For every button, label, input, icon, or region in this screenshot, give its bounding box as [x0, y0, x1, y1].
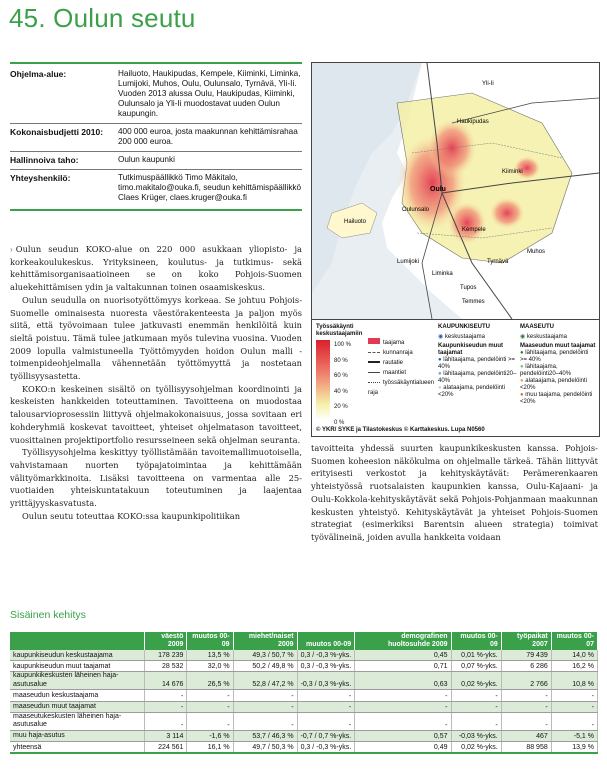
- table-cell: -: [355, 712, 451, 730]
- table-row: [10, 650, 598, 661]
- legend-header: MAASEUTU: [520, 324, 554, 330]
- info-row-budget: [10, 123, 302, 151]
- map-label: Oulunsalo: [402, 207, 430, 213]
- map-label: Yli-Ii: [482, 81, 494, 87]
- table-cell: 88 958: [501, 741, 551, 753]
- dot-icon: ●: [520, 364, 524, 370]
- scale-label: 60 %: [334, 373, 348, 379]
- table-cell: -: [551, 690, 597, 701]
- row-label: muu haja-asutus: [10, 730, 145, 741]
- table-cell: 26,5 %: [187, 672, 233, 690]
- urban-center-icon: ◉: [438, 334, 444, 340]
- table-cell: -: [297, 690, 355, 701]
- table-cell: 178 239: [145, 650, 187, 661]
- column-header: muutos 00-07: [551, 632, 597, 650]
- table-cell: 49,7 / 50,3 %: [233, 741, 297, 753]
- table-cell: 53,7 / 46,3 %: [233, 730, 297, 741]
- scale-label: 0 %: [334, 419, 345, 426]
- table-cell: 10,8 %: [551, 672, 597, 690]
- table-cell: -: [551, 701, 597, 712]
- map-label: Kiiminki: [502, 169, 523, 175]
- table-cell: -1,6 %: [187, 730, 233, 741]
- table-cell: 3 114: [145, 730, 187, 741]
- table-cell: 0,3 / -0,3 %-yks.: [297, 661, 355, 672]
- table-cell: 14,0 %: [551, 650, 597, 661]
- legend-scale: [334, 338, 351, 431]
- map-label: Tyrnävä: [487, 259, 509, 265]
- info-label: Hallinnoiva taho:: [10, 155, 79, 165]
- column-header: muutos 00-09: [451, 632, 501, 650]
- table-cell: 0,02 %-yks.: [451, 672, 501, 690]
- table-row: [10, 741, 598, 753]
- map-label: Lumijoki: [397, 259, 420, 265]
- table-cell: -: [501, 712, 551, 730]
- table-row: [10, 701, 598, 712]
- legend-item: keskustaajama: [526, 334, 567, 340]
- table-cell: -: [355, 701, 451, 712]
- column-header: muutos 00-09: [187, 632, 233, 650]
- table-cell: 0,07 %-yks.: [451, 661, 501, 672]
- table-cell: -: [297, 701, 355, 712]
- rail-line-icon: [368, 361, 380, 363]
- legend-line-label: työssäkäyntialueen raja: [368, 380, 435, 396]
- table-cell: 6 286: [501, 661, 551, 672]
- body-text-left: [10, 243, 302, 522]
- table-row: [10, 730, 598, 741]
- table-cell: -: [451, 701, 501, 712]
- dot-icon: ●: [520, 350, 524, 356]
- table-cell: 79 439: [501, 650, 551, 661]
- row-label: maaseudun muut taajamat: [10, 701, 145, 712]
- table-row: [10, 661, 598, 672]
- urban-swatch-icon: [368, 338, 380, 344]
- legend-line-label: taajama: [383, 340, 405, 346]
- legend-item: Kaupunkiseudun muut taajamat: [438, 343, 503, 356]
- table-cell: -5,1 %: [551, 730, 597, 741]
- dot-icon: ●: [438, 357, 442, 363]
- legend-lines: [368, 338, 438, 398]
- table-row: [10, 690, 598, 701]
- table-cell: 0,71: [355, 661, 451, 672]
- region-map: [311, 62, 600, 437]
- column-header: muutos 00-09: [297, 632, 355, 650]
- legend-item: lähitaajama, pendelöinti >= 40%: [520, 350, 589, 363]
- legend-header: KAUPUNKISEUTU: [438, 324, 491, 330]
- table-header-row: [10, 632, 598, 650]
- table-cell: 467: [501, 730, 551, 741]
- map-credit: © YKR/ SYKE ja Tilastokeskus © Karttakeskus. Lupa N0560: [316, 427, 485, 433]
- page-title: 45. Oulun seutu: [9, 3, 196, 33]
- table-cell: -: [501, 701, 551, 712]
- table-cell: -: [451, 712, 501, 730]
- row-label: kaupunkikeskusten läheinen haja-asutusalue: [10, 672, 145, 690]
- map-label: Liminka: [432, 271, 453, 277]
- table-cell: -: [233, 701, 297, 712]
- commute-border-icon: [368, 382, 380, 383]
- map-label: Temmes: [462, 299, 485, 305]
- legend-item: keskustaajama: [444, 334, 485, 340]
- legend-rural: [520, 324, 596, 406]
- row-label: yhteensä: [10, 741, 145, 753]
- table-cell: 49,3 / 50,7 %: [233, 650, 297, 661]
- table-cell: -0,3 / 0,3 %-yks.: [297, 672, 355, 690]
- legend-line-label: kunnanraja: [383, 350, 413, 356]
- table-cell: -: [297, 712, 355, 730]
- table-cell: 0,3 / -0,3 %-yks.: [297, 741, 355, 753]
- table-cell: 13,5 %: [187, 650, 233, 661]
- info-box: [10, 62, 302, 211]
- table-cell: 50,2 / 49,8 %: [233, 661, 297, 672]
- info-label: Yhteyshenkilö:: [10, 173, 71, 183]
- dot-icon: ●: [520, 378, 524, 384]
- road-line-icon: [368, 372, 380, 373]
- column-header: demografinen huoltosuhde 2009: [355, 632, 451, 650]
- info-divider: [10, 209, 302, 211]
- paragraph: Oulun seudulla on nuorisotyöttömyys korkeaa. Se johtuu Pohjois-Suomelle ominaisesta nuoresta väestörakenteesta ja paljon myös siitä, että työvoimaan tulee jatkuvasti enemmän henkilöitä kuin sieltä poistuu. Tämä tulee jatkumaan myös tulevina vuosina. Vuoden 2009 lopulla valmistuneella Työttömyyden hoidon Oulun malli -toimenpideohjelmalla vähennetään työttömyyttä ja nostetaan työllisyysastetta.: [10, 294, 302, 382]
- scale-label: 20 %: [334, 404, 348, 410]
- legend-item: lähitaajama, pendelöinti20–40%: [520, 364, 572, 377]
- legend-item: alataajama, pendelöinti <20%: [520, 378, 588, 391]
- paragraph: tavoitteita yhdessä suurten kaupunkikeskusten kanssa. Pohjois-Suomen koheesion näkökulma on ohjelmalle tärkeä. Tähän liittyvät erityisesti verkostot ja kehityskäytävät: Perämerenkaaren yhteistyössä ruotsalaisten kaupunkien kanssa, Oulu-Kajaani- ja Oulu-Kokkola-kehityskäytävät sekä Pohjois-Pohjanmaan maakunnan keskusten yhteistyö. Kehityskäytävät ja yhteiset Pohjois-Suomen strategiat (esimerkiksi Barentsin alueen strategia) toimivat työvälineinä, joiden avulla hankkeita voidaan: [311, 443, 598, 542]
- table-cell: -: [451, 690, 501, 701]
- paragraph: Työllisyysohjelma keskittyy työllistämään tavoitemallimuotoisella, vahvistamaan nuorten työpajatoimintaa ja kehittämään välityömarkkinoita. Lisäksi tavoitteena on varmentaa alle 25-vuotiaiden yhteiskuntatakuun toteutuminen ja laajentaa yrittäjyyskasvatusta.: [10, 447, 302, 509]
- border-line-icon: [368, 352, 380, 353]
- map-graphic: [312, 63, 599, 319]
- table-cell: -: [187, 690, 233, 701]
- column-header: miehet/naiset 2009: [233, 632, 297, 650]
- info-label: Ohjelma-alue:: [10, 69, 67, 79]
- map-label: Haukipudas: [457, 119, 489, 125]
- row-label: kaupunkiseudun keskustaajama: [10, 650, 145, 661]
- legend-item: Maaseudun muut taajamat: [520, 343, 596, 349]
- map-label: Hailuoto: [344, 219, 367, 225]
- row-label: maaseutukeskusten läheinen haja-asutusalue: [10, 712, 145, 730]
- table-cell: 14 676: [145, 672, 187, 690]
- table-cell: 0,49: [355, 741, 451, 753]
- legend-urban: [438, 324, 518, 399]
- legend-title: Työssäkäynti keskustaajamiin: [316, 324, 363, 337]
- legend-color-ramp: [316, 340, 330, 420]
- bullet-icon: ›: [10, 244, 13, 254]
- table-cell: 0,45: [355, 650, 451, 661]
- paragraph: KOKO:n keskeinen sisältö on työllisyysohjelman koordinointi ja keskeisten hankkeiden toteuttaminen. Tavoitteena on muodostaa talousarvioprosessiin liittyvä ohjelmakokonaisuus, jossa sovitaan eri kohderyhmiä koskevat tavoitteet, yhteiset ohjelmatason tavoitteet, vuosittainen projektiportfolio resursseineen sekä ohjelman seuranta.: [10, 383, 302, 445]
- table-cell: -: [187, 712, 233, 730]
- table-row: [10, 672, 598, 690]
- stats-table: [10, 632, 598, 754]
- legend-item: alataajama, pendelöinti <20%: [438, 385, 506, 398]
- table-row: [10, 712, 598, 730]
- map-legend: [312, 319, 599, 437]
- table-cell: 16,2 %: [551, 661, 597, 672]
- table-cell: 224 561: [145, 741, 187, 753]
- table-cell: 0,3 / -0,3 %-yks.: [297, 650, 355, 661]
- scale-label: 80 %: [334, 357, 348, 364]
- info-value: Oulun kaupunki: [118, 155, 175, 164]
- table-cell: 52,8 / 47,2 %: [233, 672, 297, 690]
- legend-line-label: rautatie: [383, 360, 404, 366]
- table-cell: -: [187, 701, 233, 712]
- scale-label: 100 %: [334, 342, 352, 348]
- table-cell: -: [145, 690, 187, 701]
- table-cell: 28 532: [145, 661, 187, 672]
- table-cell: 0,01 %-yks.: [451, 650, 501, 661]
- table-cell: 0,02 %-yks.: [451, 741, 501, 753]
- map-label: Oulu: [430, 186, 446, 193]
- legend-item: lähitaajama, pendelöinti20–40%: [438, 371, 517, 384]
- table-cell: 0,57: [355, 730, 451, 741]
- table-cell: 16,1 %: [187, 741, 233, 753]
- paragraph: Oulun seutu toteuttaa KOKO:ssa kaupunkipolitiikan: [22, 510, 241, 521]
- legend-item: lähitaajama, pendelöinti >= 40%: [438, 357, 516, 370]
- row-label: maaseudun keskustaajama: [10, 690, 145, 701]
- table-cell: -: [145, 712, 187, 730]
- body-text-right: [311, 442, 598, 544]
- info-value: Tutkimuspäällikkö Timo Mäkitalo, timo.makitalo@ouka.fi, seudun kehittämispäällikkö Claes Krüger, claes.kruger@ouka.fi: [118, 173, 302, 202]
- map-label: Kempele: [462, 227, 486, 233]
- table-cell: -: [233, 712, 297, 730]
- column-header: [10, 632, 145, 650]
- column-header: väestö 2009: [145, 632, 187, 650]
- info-row-admin: [10, 151, 302, 169]
- table-cell: -: [551, 712, 597, 730]
- stats-title: Sisäinen kehitys: [10, 609, 86, 621]
- table-cell: 32,0 %: [187, 661, 233, 672]
- table-cell: 0,63: [355, 672, 451, 690]
- dot-icon: ●: [438, 385, 442, 391]
- map-label: Tupos: [460, 285, 477, 291]
- table-cell: -0,03 %-yks.: [451, 730, 501, 741]
- scale-label: 40 %: [334, 388, 348, 395]
- column-header: työpaikat 2007: [501, 632, 551, 650]
- table-cell: 13,9 %: [551, 741, 597, 753]
- rural-center-icon: ◉: [520, 334, 526, 340]
- info-row-contact: [10, 169, 302, 207]
- table-cell: -: [501, 690, 551, 701]
- info-row-area: [10, 62, 302, 123]
- dot-icon: ●: [438, 371, 442, 377]
- table-cell: -: [233, 690, 297, 701]
- row-label: kaupunkiseudun muut taajamat: [10, 661, 145, 672]
- info-value: 400 000 euroa, josta maakunnan kehittämisrahaa 200 000 euroa.: [118, 127, 298, 146]
- dot-icon: ●: [520, 392, 524, 398]
- table-cell: -0,7 / 0,7 %-yks.: [297, 730, 355, 741]
- table-cell: 2 766: [501, 672, 551, 690]
- info-label: Kokonaisbudjetti 2010:: [10, 127, 104, 137]
- paragraph: Oulun seudun KOKO-alue on 220 000 asukkaan yliopisto- ja korkeakoulukeskus. Yrityksineen, koulutus- ja tutkimus- sekä kehittämisorganisaatioineen se on koko Pohjois-Suomen aluekehittämisen ydin ja valtakunnan toinen osaamiskeskus.: [10, 244, 302, 293]
- table-cell: -: [145, 701, 187, 712]
- info-value: Hailuoto, Haukipudas, Kempele, Kiiminki, Liminka, Lumijoki, Muhos, Oulu, Oulunsalo, Tyrnävä, Yli-Ii. Vuoden 2013 alussa Oulu, Haukipudas, Kiiminki, Oulunsalo ja Yli-Ii muodostavat uuden Oulun kaupungin.: [118, 69, 301, 118]
- map-label: Muhos: [527, 249, 546, 255]
- legend-item: muu taajama, pendelöinti <20%: [520, 392, 593, 405]
- table-cell: -: [355, 690, 451, 701]
- legend-line-label: maantiet: [383, 370, 407, 376]
